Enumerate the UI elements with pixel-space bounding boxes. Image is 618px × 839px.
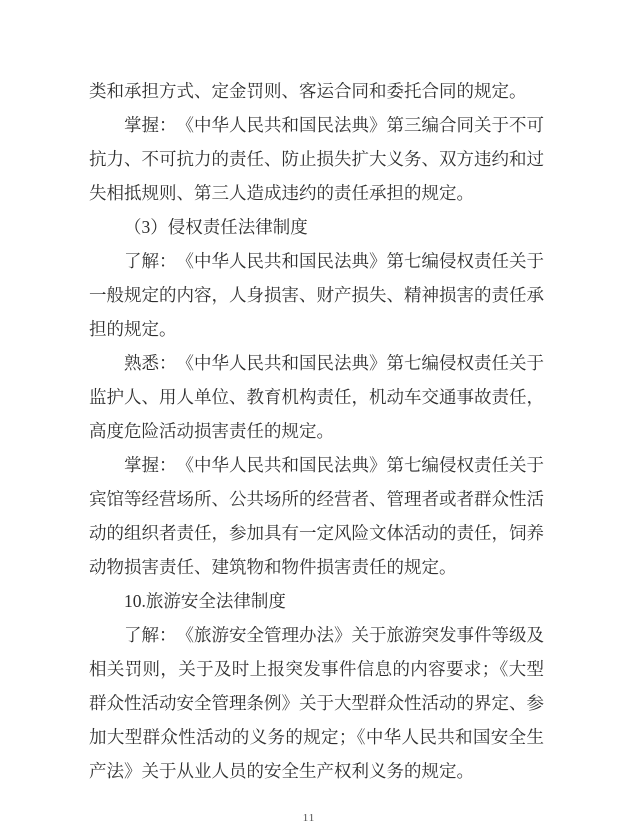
paragraph: （3）侵权责任法律制度 bbox=[124, 217, 308, 237]
paragraph: 10.旅游安全法律制度 bbox=[124, 591, 286, 611]
paragraph: 熟悉： 《中华人民共和国民法典》第七编侵权责任关于监护人、用人单位、教育机构责任，机动车交通事故责任，高度危险活动损害责任的规定。 bbox=[89, 353, 544, 441]
document-text-block bbox=[89, 74, 544, 788]
paragraph: 了解： 《中华人民共和国民法典》第七编侵权责任关于一般规定的内容，人身损害、财产损失、精神损害的责任承担的规定。 bbox=[89, 251, 544, 339]
page-number: 11 bbox=[302, 812, 316, 824]
paragraph: 类和承担方式、定金罚则、客运合同和委托合同的规定。 bbox=[89, 81, 527, 101]
paragraph: 掌握： 《中华人民共和国民法典》第三编合同关于不可抗力、不可抗力的责任、防止损失扩大义务、双方违约和过失相抵规则、第三人造成违约的责任承担的规定。 bbox=[89, 115, 544, 203]
paragraph: 了解： 《旅游安全管理办法》关于旅游突发事件等级及相关罚则，关于及时上报突发事件信息的内容要求；《大型群众性活动安全管理条例》关于大型群众性活动的界定、参加大型群众性活动的义务的规定；《中华人民共和国安全生产法》关于从业人员的安全生产权利义务的规定。 bbox=[89, 625, 544, 781]
paragraph: 掌握： 《中华人民共和国民法典》第七编侵权责任关于宾馆等经营场所、公共场所的经营者、管理者或者群众性活动的组织者责任，参加具有一定风险文体活动的责任，饲养动物损害责任、建筑物和物件损害责任的规定。 bbox=[89, 455, 544, 577]
